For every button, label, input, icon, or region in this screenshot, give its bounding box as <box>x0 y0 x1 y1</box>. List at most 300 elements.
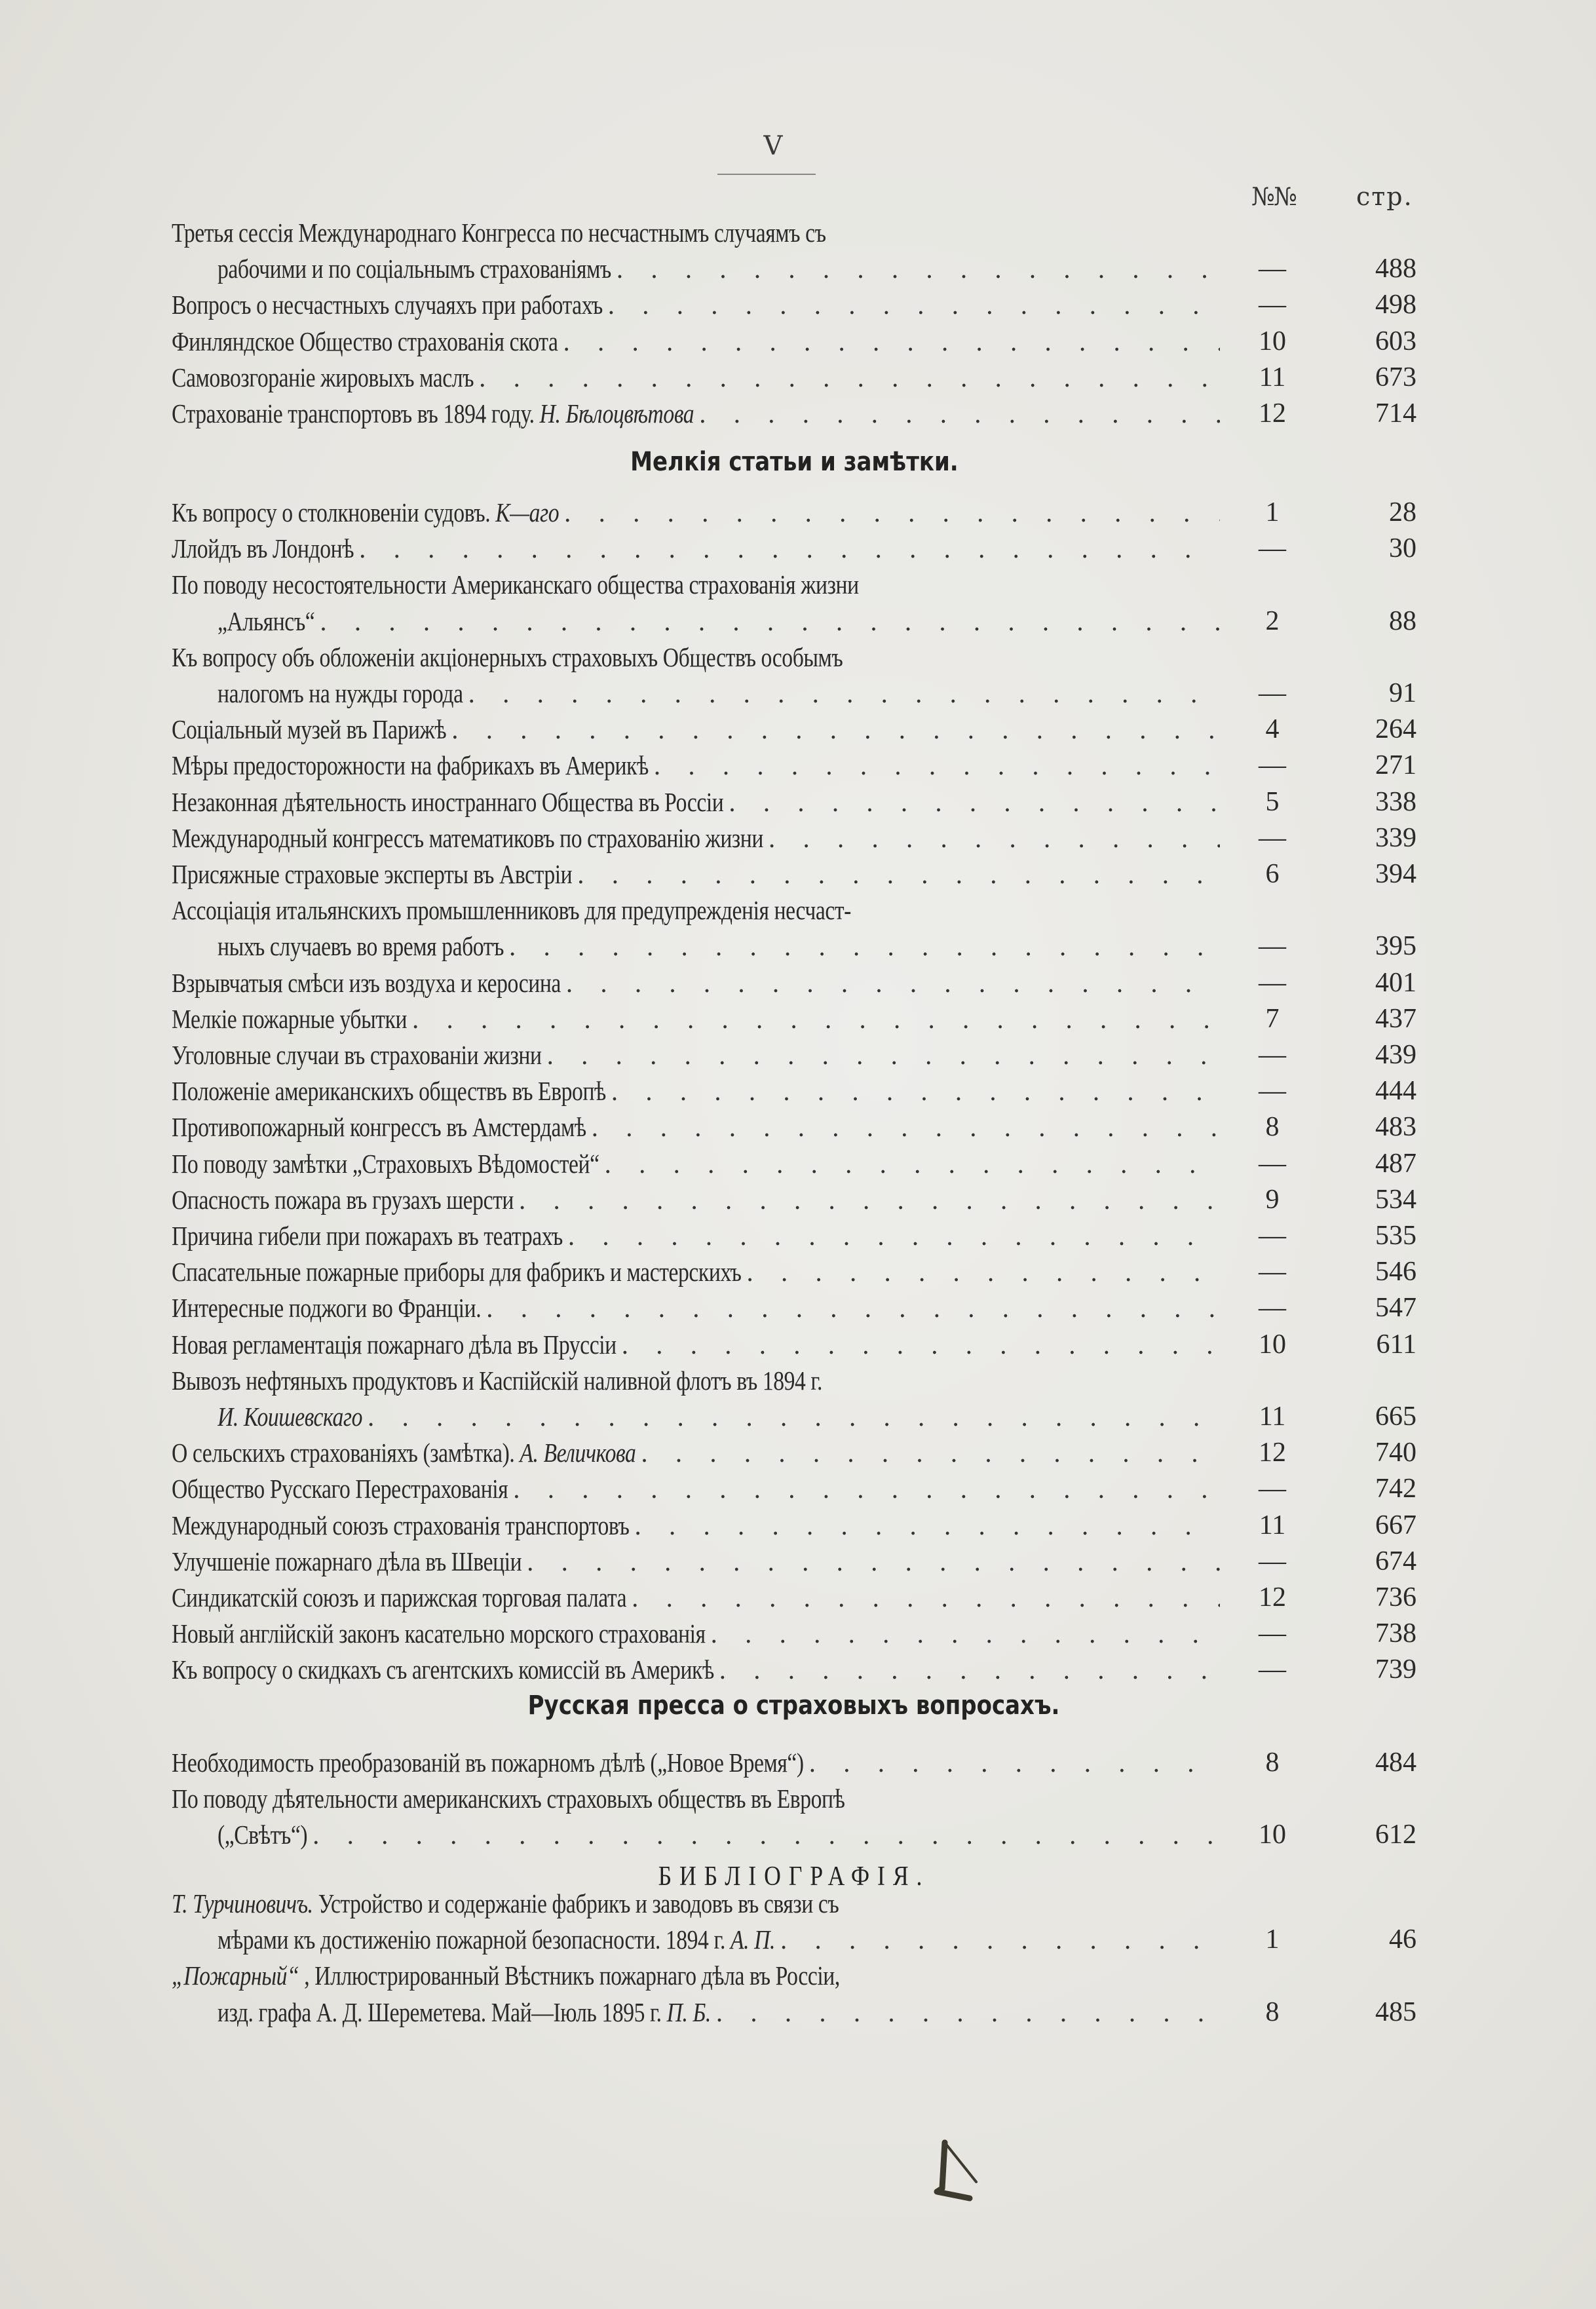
issue-number: — <box>1259 967 1286 998</box>
page-number-ref: 484 <box>1375 1747 1416 1778</box>
toc-entry[interactable] <box>172 1652 1416 1687</box>
dot-leader <box>561 965 1220 1001</box>
entry-title <box>172 1471 1220 1506</box>
toc-entry[interactable] <box>172 1580 1416 1615</box>
page-number-ref: 742 <box>1375 1474 1416 1504</box>
entry-text <box>172 324 558 359</box>
issue-number: — <box>1259 1293 1286 1324</box>
entry-title <box>218 251 1220 286</box>
entry-text <box>172 1001 407 1037</box>
entry-text <box>218 676 463 711</box>
dot-leader <box>508 1471 1220 1506</box>
entry-line-text: Новая регламентація пожарнаго дѣла въ Пруссіи <box>172 1329 617 1360</box>
entry-line-text: Опасность пожара въ грузахъ шерсти <box>172 1184 514 1215</box>
issue-number: — <box>1259 1040 1286 1070</box>
entry-line-text: По поводу несостоятельности Американскаго общества страхованія жизни <box>172 569 859 600</box>
toc-entry[interactable] <box>172 1218 1416 1253</box>
page-number-ref: 91 <box>1389 678 1416 708</box>
toc-entry-line[interactable] <box>172 639 1416 675</box>
page-number-ref: 395 <box>1375 931 1416 962</box>
entry-text <box>218 1922 775 1957</box>
page-number-ref: 28 <box>1389 497 1416 527</box>
entry-text-wrap <box>172 965 561 1001</box>
entry-line-text: Мелкіе пожарные убытки <box>172 1003 408 1034</box>
entry-text <box>172 531 354 566</box>
entry-text-wrap <box>218 1922 775 1957</box>
entry-author: И. Коишевскаго <box>218 1402 363 1432</box>
toc-entry[interactable] <box>172 1254 1416 1289</box>
entry-line-text: Финляндское Общество страхованія скота <box>172 326 558 356</box>
issue-number: 12 <box>1259 1438 1286 1468</box>
entry-text-wrap <box>218 1994 711 2030</box>
entry-title <box>172 1652 1220 1687</box>
entry-text-wrap <box>172 1471 508 1506</box>
issue-number: — <box>1259 931 1286 962</box>
section-title-text: Мелкія статьи и замѣтки. <box>630 447 959 477</box>
entry-text <box>172 396 694 431</box>
entry-title <box>172 1182 1220 1217</box>
issue-number: 1 <box>1265 497 1280 527</box>
toc-entry[interactable] <box>172 1994 1416 2030</box>
toc-entry-line[interactable] <box>172 892 1416 928</box>
entry-line-text: изд. графа А. Д. Шереметева. Май—Іюль 1895 г. <box>218 1996 662 2027</box>
entry-text <box>172 820 763 856</box>
entry-line-text: Противопожарный конгрессъ въ Амстердамѣ <box>172 1112 586 1143</box>
entry-title <box>172 1327 1220 1362</box>
page-number-ref: 46 <box>1389 1924 1416 1955</box>
page-number-ref: 612 <box>1375 1820 1416 1850</box>
toc-entry-line[interactable] <box>172 215 1416 250</box>
dot-leader <box>706 1616 1220 1651</box>
entry-line-text: Ллойдъ въ Лондонѣ <box>172 533 354 564</box>
issue-number: — <box>1259 254 1286 284</box>
issue-number: 5 <box>1265 786 1280 817</box>
toc-entry[interactable] <box>172 531 1416 566</box>
issue-column-header: №№ <box>1251 182 1296 211</box>
entry-title <box>172 1363 1220 1398</box>
toc-entry[interactable] <box>172 1508 1416 1543</box>
toc-entry[interactable] <box>172 1290 1416 1326</box>
dot-leader <box>599 1146 1220 1181</box>
entry-text <box>172 1544 522 1579</box>
entry-line-text: („Свѣтъ“) <box>218 1820 308 1850</box>
page-number: V <box>763 131 783 161</box>
entry-title <box>172 1037 1220 1073</box>
page-number-ref: 665 <box>1375 1402 1416 1432</box>
page-number-ref: 339 <box>1375 822 1416 853</box>
entry-text <box>218 1817 307 1852</box>
page-column-header: стр. <box>1356 182 1413 211</box>
page-number-ref: 444 <box>1375 1076 1416 1107</box>
page-number-ref: 674 <box>1375 1546 1416 1576</box>
issue-number: 8 <box>1265 1747 1280 1778</box>
page-number-ref: 546 <box>1375 1257 1416 1288</box>
entry-line-text: Страхованіе транспортовъ въ 1894 году. <box>172 398 535 429</box>
toc-entry-line[interactable] <box>172 1958 1416 1993</box>
entry-line-text: Къ вопросу объ обложеніи акціонерныхъ страховыхъ Обществъ особымъ <box>172 641 843 672</box>
entry-title <box>172 1146 1220 1181</box>
entry-author: А. Величкова <box>520 1438 636 1468</box>
entry-text <box>172 712 446 747</box>
section-title <box>172 447 1416 477</box>
issue-number: 8 <box>1265 1112 1280 1143</box>
entry-text-wrap <box>172 1146 599 1181</box>
entry-title <box>172 1073 1220 1109</box>
entry-title <box>172 1544 1220 1579</box>
entry-text-wrap <box>172 1958 840 1993</box>
page-number-ref: 667 <box>1375 1510 1416 1540</box>
entry-title <box>172 360 1220 395</box>
entry-text-wrap <box>172 784 723 820</box>
entry-line-text: Уголовные случаи въ страхованіи жизни <box>172 1040 542 1070</box>
entry-text-wrap <box>172 1254 742 1289</box>
issue-number: 9 <box>1265 1184 1280 1215</box>
issue-number: — <box>1259 1221 1286 1251</box>
issue-number: 11 <box>1259 1402 1286 1432</box>
toc-entry[interactable] <box>172 1146 1416 1181</box>
entry-line-text: Необходимость преобразованій въ пожарномъ дѣлѣ („Новое Время“) <box>172 1747 804 1778</box>
toc-entry[interactable] <box>172 287 1416 322</box>
entry-line-text: Синдикатскій союзъ и парижская торговая палата <box>172 1582 627 1612</box>
entry-text-wrap <box>172 856 572 892</box>
section-title-text: Русская пресса о страховыхъ вопросахъ. <box>528 1690 1060 1721</box>
entry-text <box>172 1109 586 1145</box>
entry-text-wrap <box>172 639 843 675</box>
entry-text <box>218 1399 362 1434</box>
page-number-ref: 498 <box>1375 290 1416 320</box>
dot-leader <box>463 676 1220 711</box>
section-title-text: БИБЛІОГРАФІЯ. <box>658 1861 930 1892</box>
dot-leader <box>542 1037 1220 1073</box>
entry-text <box>218 1994 711 2030</box>
dot-leader <box>630 1508 1220 1543</box>
dot-leader <box>504 928 1220 964</box>
entry-text-wrap <box>172 1652 714 1687</box>
entry-text <box>218 251 611 286</box>
entry-text <box>172 1652 714 1687</box>
toc-entry[interactable] <box>172 1471 1416 1506</box>
entry-line-text: Къ вопросу о столкновеніи судовъ. <box>172 497 491 527</box>
dot-leader <box>742 1254 1220 1289</box>
dot-leader <box>572 856 1220 892</box>
page-number-ref: 88 <box>1389 605 1416 636</box>
entry-text-wrap <box>172 1290 481 1326</box>
toc-entry[interactable] <box>172 1399 1416 1434</box>
entry-text <box>172 1745 804 1780</box>
page-number-ref: 394 <box>1375 859 1416 889</box>
entry-title <box>172 820 1220 856</box>
entry-text-wrap <box>218 928 504 964</box>
entry-line-text: Третья сессія Международнаго Конгресса по несчастнымъ случаямъ съ <box>172 218 826 248</box>
entry-text-wrap <box>172 495 559 530</box>
issue-number: 2 <box>1265 605 1280 636</box>
issue-number: — <box>1259 1076 1286 1107</box>
dot-leader <box>474 360 1220 395</box>
toc-entry[interactable] <box>172 748 1416 783</box>
dot-leader <box>714 1652 1220 1687</box>
entry-text-wrap <box>172 567 859 602</box>
toc-entry[interactable] <box>172 1922 1416 1957</box>
entry-author: П. Б. <box>666 1996 711 2027</box>
entry-line-text: Причина гибели при пожарахъ въ театрахъ <box>172 1221 563 1251</box>
issue-number: 6 <box>1265 859 1280 889</box>
page-number-ref: 483 <box>1375 1112 1416 1143</box>
entry-text <box>172 748 649 783</box>
dot-leader <box>775 1922 1220 1957</box>
entry-title <box>172 1958 1220 1993</box>
entry-text-wrap <box>172 324 558 359</box>
entry-text <box>172 1146 599 1181</box>
page-number-ref: 437 <box>1375 1003 1416 1034</box>
toc-entry[interactable] <box>172 1073 1416 1109</box>
entry-line-text: Къ вопросу о скидкахъ съ агентскихъ комиссій въ Америкѣ <box>172 1654 714 1685</box>
page-number-ref: 264 <box>1375 714 1416 745</box>
entry-line-text: По поводу замѣтки „Страховыхъ Вѣдомостей“ <box>172 1148 599 1179</box>
entry-line-text: Интересные поджоги во Франціи. <box>172 1293 482 1324</box>
entry-text-wrap <box>172 1037 542 1073</box>
issue-number: 10 <box>1259 1820 1286 1850</box>
issue-number: — <box>1259 1474 1286 1504</box>
dot-leader <box>307 1817 1220 1852</box>
toc-entry[interactable] <box>172 251 1416 286</box>
entry-text-wrap <box>172 396 694 431</box>
entry-text <box>172 784 723 820</box>
toc-entry[interactable] <box>172 396 1416 431</box>
entry-text-wrap <box>218 676 463 711</box>
entry-text-wrap <box>218 251 611 286</box>
entry-text <box>172 1508 630 1543</box>
entry-text <box>172 1958 840 1993</box>
issue-number: — <box>1259 1257 1286 1288</box>
toc-entry-line[interactable] <box>172 1363 1416 1398</box>
entry-line-text: Общество Русскаго Перестрахованія <box>172 1474 508 1504</box>
dot-leader <box>723 784 1220 820</box>
entry-line-text: Устройство и содержаніе фабрикъ и заводовъ въ связи съ <box>318 1888 839 1918</box>
toc-entry[interactable] <box>172 1327 1416 1362</box>
entry-line-text: Соціальный музей въ Парижѣ <box>172 714 447 745</box>
entry-title <box>218 1817 1220 1852</box>
entry-text-wrap <box>218 1817 307 1852</box>
entry-title <box>172 1616 1220 1651</box>
entry-text-wrap <box>172 1363 822 1398</box>
toc-entry-line[interactable] <box>172 567 1416 602</box>
toc-entry[interactable] <box>172 1109 1416 1145</box>
issue-number: 11 <box>1259 362 1286 392</box>
page-number-ref: 740 <box>1375 1438 1416 1468</box>
entry-text-wrap <box>172 1508 630 1543</box>
entry-title <box>172 639 1220 675</box>
page-number-ref: 739 <box>1375 1654 1416 1685</box>
entry-line-text: Спасательные пожарные приборы для фабрикъ и мастерскихъ <box>172 1257 742 1288</box>
entry-line-text: Положеніе американскихъ обществъ въ Европѣ <box>172 1076 606 1107</box>
dot-leader <box>522 1544 1220 1579</box>
page-number-ref: 485 <box>1375 1996 1416 2027</box>
entry-line-text: Международный конгрессъ математиковъ по страхованію жизни <box>172 822 763 853</box>
entry-title <box>172 324 1220 359</box>
toc-entry[interactable] <box>172 676 1416 711</box>
entry-text <box>172 1327 617 1362</box>
entry-text <box>172 965 561 1001</box>
dot-leader <box>514 1182 1220 1217</box>
dot-leader <box>606 1073 1220 1109</box>
issue-number: — <box>1259 1654 1286 1685</box>
page-number-ref: 736 <box>1375 1582 1416 1612</box>
entry-title <box>172 1508 1220 1543</box>
entry-text-wrap <box>172 1544 522 1579</box>
entry-text-wrap <box>172 531 354 566</box>
dot-leader <box>611 251 1220 286</box>
entry-text-wrap <box>172 892 851 928</box>
entry-line-text: Международный союзъ страхованія транспортовъ <box>172 1510 630 1540</box>
entry-text <box>172 567 859 602</box>
issue-number: 12 <box>1259 398 1286 429</box>
entry-title <box>172 1218 1220 1253</box>
entry-title <box>218 1994 1220 2030</box>
dot-leader <box>617 1327 1220 1362</box>
entry-text-wrap <box>172 1781 845 1816</box>
issue-number: — <box>1259 533 1286 564</box>
issue-number: 10 <box>1259 1329 1286 1360</box>
toc-entry[interactable] <box>172 603 1416 639</box>
toc-entry[interactable] <box>172 1001 1416 1037</box>
entry-text-wrap <box>172 1109 586 1145</box>
page-number-ref: 738 <box>1375 1618 1416 1649</box>
page-number-ref: 338 <box>1375 786 1416 817</box>
toc-entry[interactable] <box>172 495 1416 530</box>
page-number-ref: 611 <box>1376 1329 1416 1360</box>
entry-text <box>172 360 474 395</box>
toc-entry[interactable] <box>172 1182 1416 1217</box>
dot-leader <box>314 603 1220 639</box>
issue-number: 10 <box>1259 326 1286 356</box>
toc-entry[interactable] <box>172 1616 1416 1651</box>
entry-text-wrap <box>172 1182 514 1217</box>
entry-line-text: Незаконная дѣятельность иностраннаго Общества въ Россіи <box>172 786 724 817</box>
entry-text-wrap <box>172 360 474 395</box>
entry-title <box>172 1435 1220 1470</box>
page-number-ref: 714 <box>1375 398 1416 429</box>
entry-title <box>218 676 1220 711</box>
toc-entry[interactable] <box>172 712 1416 747</box>
issue-number: — <box>1259 290 1286 320</box>
dot-leader <box>559 495 1220 530</box>
entry-title <box>172 892 1220 928</box>
entry-title <box>172 1001 1220 1037</box>
header-rule <box>717 174 816 175</box>
dot-leader <box>711 1994 1220 2030</box>
toc-entry[interactable] <box>172 820 1416 856</box>
entry-line-text: Самовозгораніе жировыхъ маслъ <box>172 362 474 392</box>
page-number-ref: 673 <box>1375 362 1416 392</box>
section-title <box>172 1690 1416 1721</box>
entry-text-wrap <box>172 1580 626 1615</box>
toc-entry-line[interactable] <box>172 1781 1416 1816</box>
toc-entry[interactable] <box>172 1037 1416 1073</box>
entry-title <box>172 567 1220 602</box>
dot-leader <box>407 1001 1220 1037</box>
dot-leader <box>804 1745 1220 1780</box>
dot-leader <box>626 1580 1220 1615</box>
entry-text <box>172 1580 626 1615</box>
entry-text-wrap <box>172 820 763 856</box>
toc-entry[interactable] <box>172 1435 1416 1470</box>
toc-entry[interactable] <box>172 360 1416 395</box>
toc-entry[interactable] <box>172 1544 1416 1579</box>
entry-text <box>172 1254 742 1289</box>
entry-text-wrap <box>172 1073 606 1109</box>
entry-text-wrap <box>218 1399 362 1434</box>
dot-leader <box>649 748 1220 783</box>
toc-entry[interactable] <box>172 928 1416 964</box>
issue-number: — <box>1259 822 1286 853</box>
page-number-ref: 30 <box>1389 533 1416 564</box>
entry-text <box>172 892 851 928</box>
toc-entry[interactable] <box>172 1817 1416 1852</box>
entry-title <box>172 1580 1220 1615</box>
issue-number: 7 <box>1265 1003 1280 1034</box>
page-number-ref: 547 <box>1375 1293 1416 1324</box>
entry-text <box>172 287 603 322</box>
entry-text-wrap <box>172 1745 804 1780</box>
dot-leader <box>636 1435 1220 1470</box>
page-number-ref: 535 <box>1375 1221 1416 1251</box>
entry-title <box>172 287 1220 322</box>
entry-text-wrap <box>172 712 446 747</box>
page-number-ref: 488 <box>1375 254 1416 284</box>
section-title <box>172 1861 1416 1892</box>
entry-author: Н. Бѣлоцвѣтова <box>539 398 694 429</box>
page-number-ref: 534 <box>1375 1184 1416 1215</box>
dot-leader <box>586 1109 1220 1145</box>
issue-number: — <box>1259 1148 1286 1179</box>
toc-entry[interactable] <box>172 1745 1416 1780</box>
dot-leader <box>563 1218 1220 1253</box>
dot-leader <box>362 1399 1220 1434</box>
entry-title <box>218 1922 1220 1957</box>
entry-title <box>172 531 1220 566</box>
entry-line-text: Взрывчатыя смѣси изъ воздуха и керосина <box>172 967 561 998</box>
entry-text <box>172 639 843 675</box>
entry-lead-author: „Пожарный“ <box>172 1960 299 1991</box>
dot-leader <box>446 712 1220 747</box>
entry-text <box>218 928 504 964</box>
toc-entry[interactable] <box>172 784 1416 820</box>
toc-entry[interactable] <box>172 856 1416 892</box>
dot-leader <box>354 531 1220 566</box>
entry-text <box>172 856 572 892</box>
dot-leader <box>558 324 1221 359</box>
entry-text <box>172 1616 706 1651</box>
entry-title <box>172 1745 1220 1780</box>
entry-text-wrap <box>172 1218 563 1253</box>
toc-entry[interactable] <box>172 965 1416 1001</box>
entry-title <box>172 1109 1220 1145</box>
toc-entry[interactable] <box>172 324 1416 359</box>
entry-text <box>172 1435 636 1470</box>
entry-title <box>172 495 1220 530</box>
issue-number: 11 <box>1259 1510 1286 1540</box>
entry-text <box>172 1037 542 1073</box>
entry-title <box>172 215 1220 250</box>
issue-number: — <box>1259 1618 1286 1649</box>
entry-text <box>172 1290 481 1326</box>
issue-number: — <box>1259 750 1286 781</box>
entry-line-text: Присяжные страховые эксперты въ Австріи <box>172 859 573 889</box>
entry-title <box>172 1781 1220 1816</box>
dot-leader <box>694 396 1220 431</box>
issue-number: — <box>1259 678 1286 708</box>
entry-lead-author: Т. Турчиновичъ. <box>172 1888 313 1918</box>
